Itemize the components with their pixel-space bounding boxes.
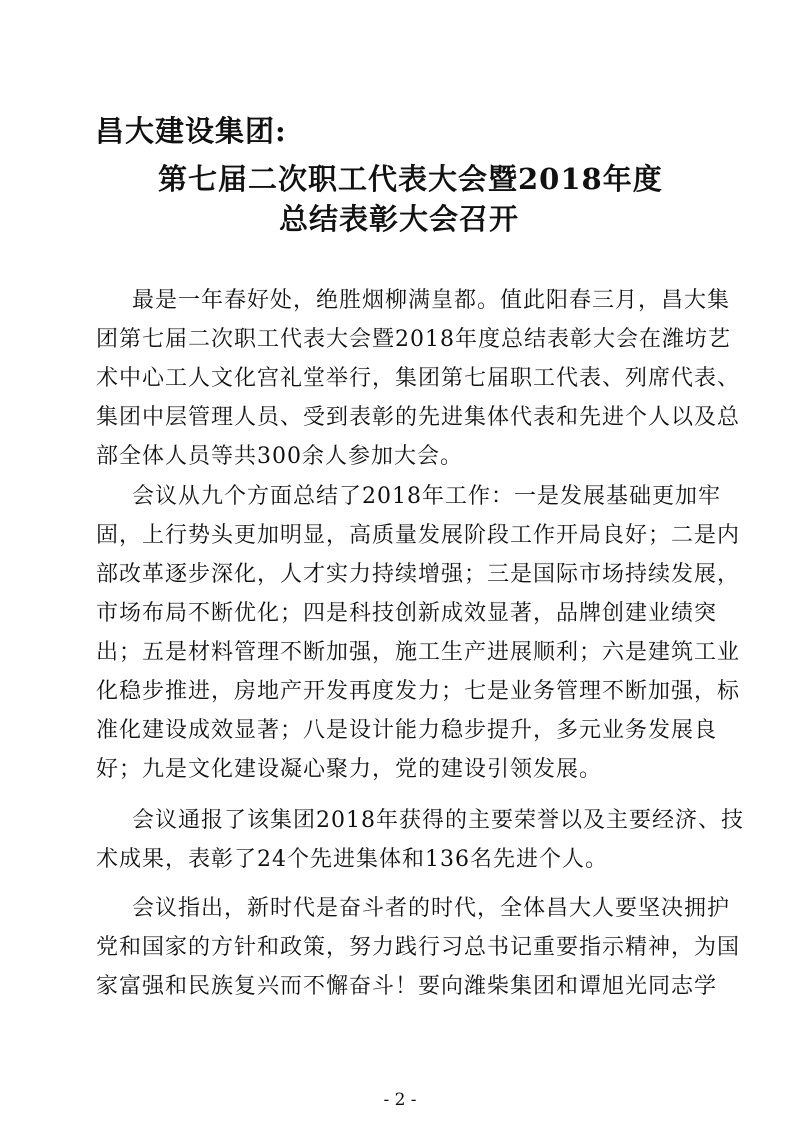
text-line: 术成果，表彰了24个先进集体和136名先进个人。	[96, 847, 608, 872]
text-line: 最是一年春好处，绝胜烟柳满皇都。值此阳春三月，昌大集	[132, 288, 731, 313]
text-line: 会议指出，新时代是奋斗者的时代，全体昌大人要坚决拥护	[132, 896, 731, 921]
text-line: 部改革逐步深化，人才实力持续增强；三是国际市场持续发展，	[96, 562, 741, 587]
page-number: - 2 -	[383, 1090, 417, 1110]
text-line: 集团中层管理人员、受到表彰的先进集体代表和先进个人以及总	[96, 405, 741, 430]
text-line: 出；五是材料管理不断加强，施工生产进展顺利；六是建筑工业	[96, 640, 741, 665]
text-line: 准化建设成效显著；八是设计能力稳步提升，多元业务发展良	[96, 718, 718, 743]
text-line: 家富强和民族复兴而不懈奋斗！要向潍柴集团和谭旭光同志学	[96, 974, 718, 999]
text-line: 好；九是文化建设凝心聚力，党的建设引领发展。	[96, 757, 603, 782]
text-line: 党和国家的方针和政策，努力践行习总书记重要指示精神，为国	[96, 935, 741, 960]
text-line: 市场布局不断优化；四是科技创新成效显著，品牌创建业绩突	[96, 601, 718, 626]
text-line: 团第七届二次职工代表大会暨2018年度总结表彰大会在潍坊艺	[96, 327, 731, 352]
title-line-3: 总结表彰大会召开	[279, 202, 520, 236]
text-line: 会议从九个方面总结了2018年工作：一是发展基础更加牢	[132, 484, 721, 509]
text-line: 部全体人员等共300余人参加大会。	[96, 444, 463, 469]
text-line: 会议通报了该集团2018年获得的主要荣誉以及主要经济、技	[132, 808, 744, 833]
text-line: 术中心工人文化宫礼堂举行，集团第七届职工代表、列席代表、	[96, 366, 741, 391]
text-line: 固，上行势头更加明显，高质量发展阶段工作开局良好；二是内	[96, 523, 741, 548]
title-line-1: 昌大建设集团:	[95, 114, 287, 148]
title-line-2: 第七届二次职工代表大会暨2018年度	[158, 162, 663, 196]
text-line: 化稳步推进，房地产开发再度发力；七是业务管理不断加强，标	[96, 679, 741, 704]
